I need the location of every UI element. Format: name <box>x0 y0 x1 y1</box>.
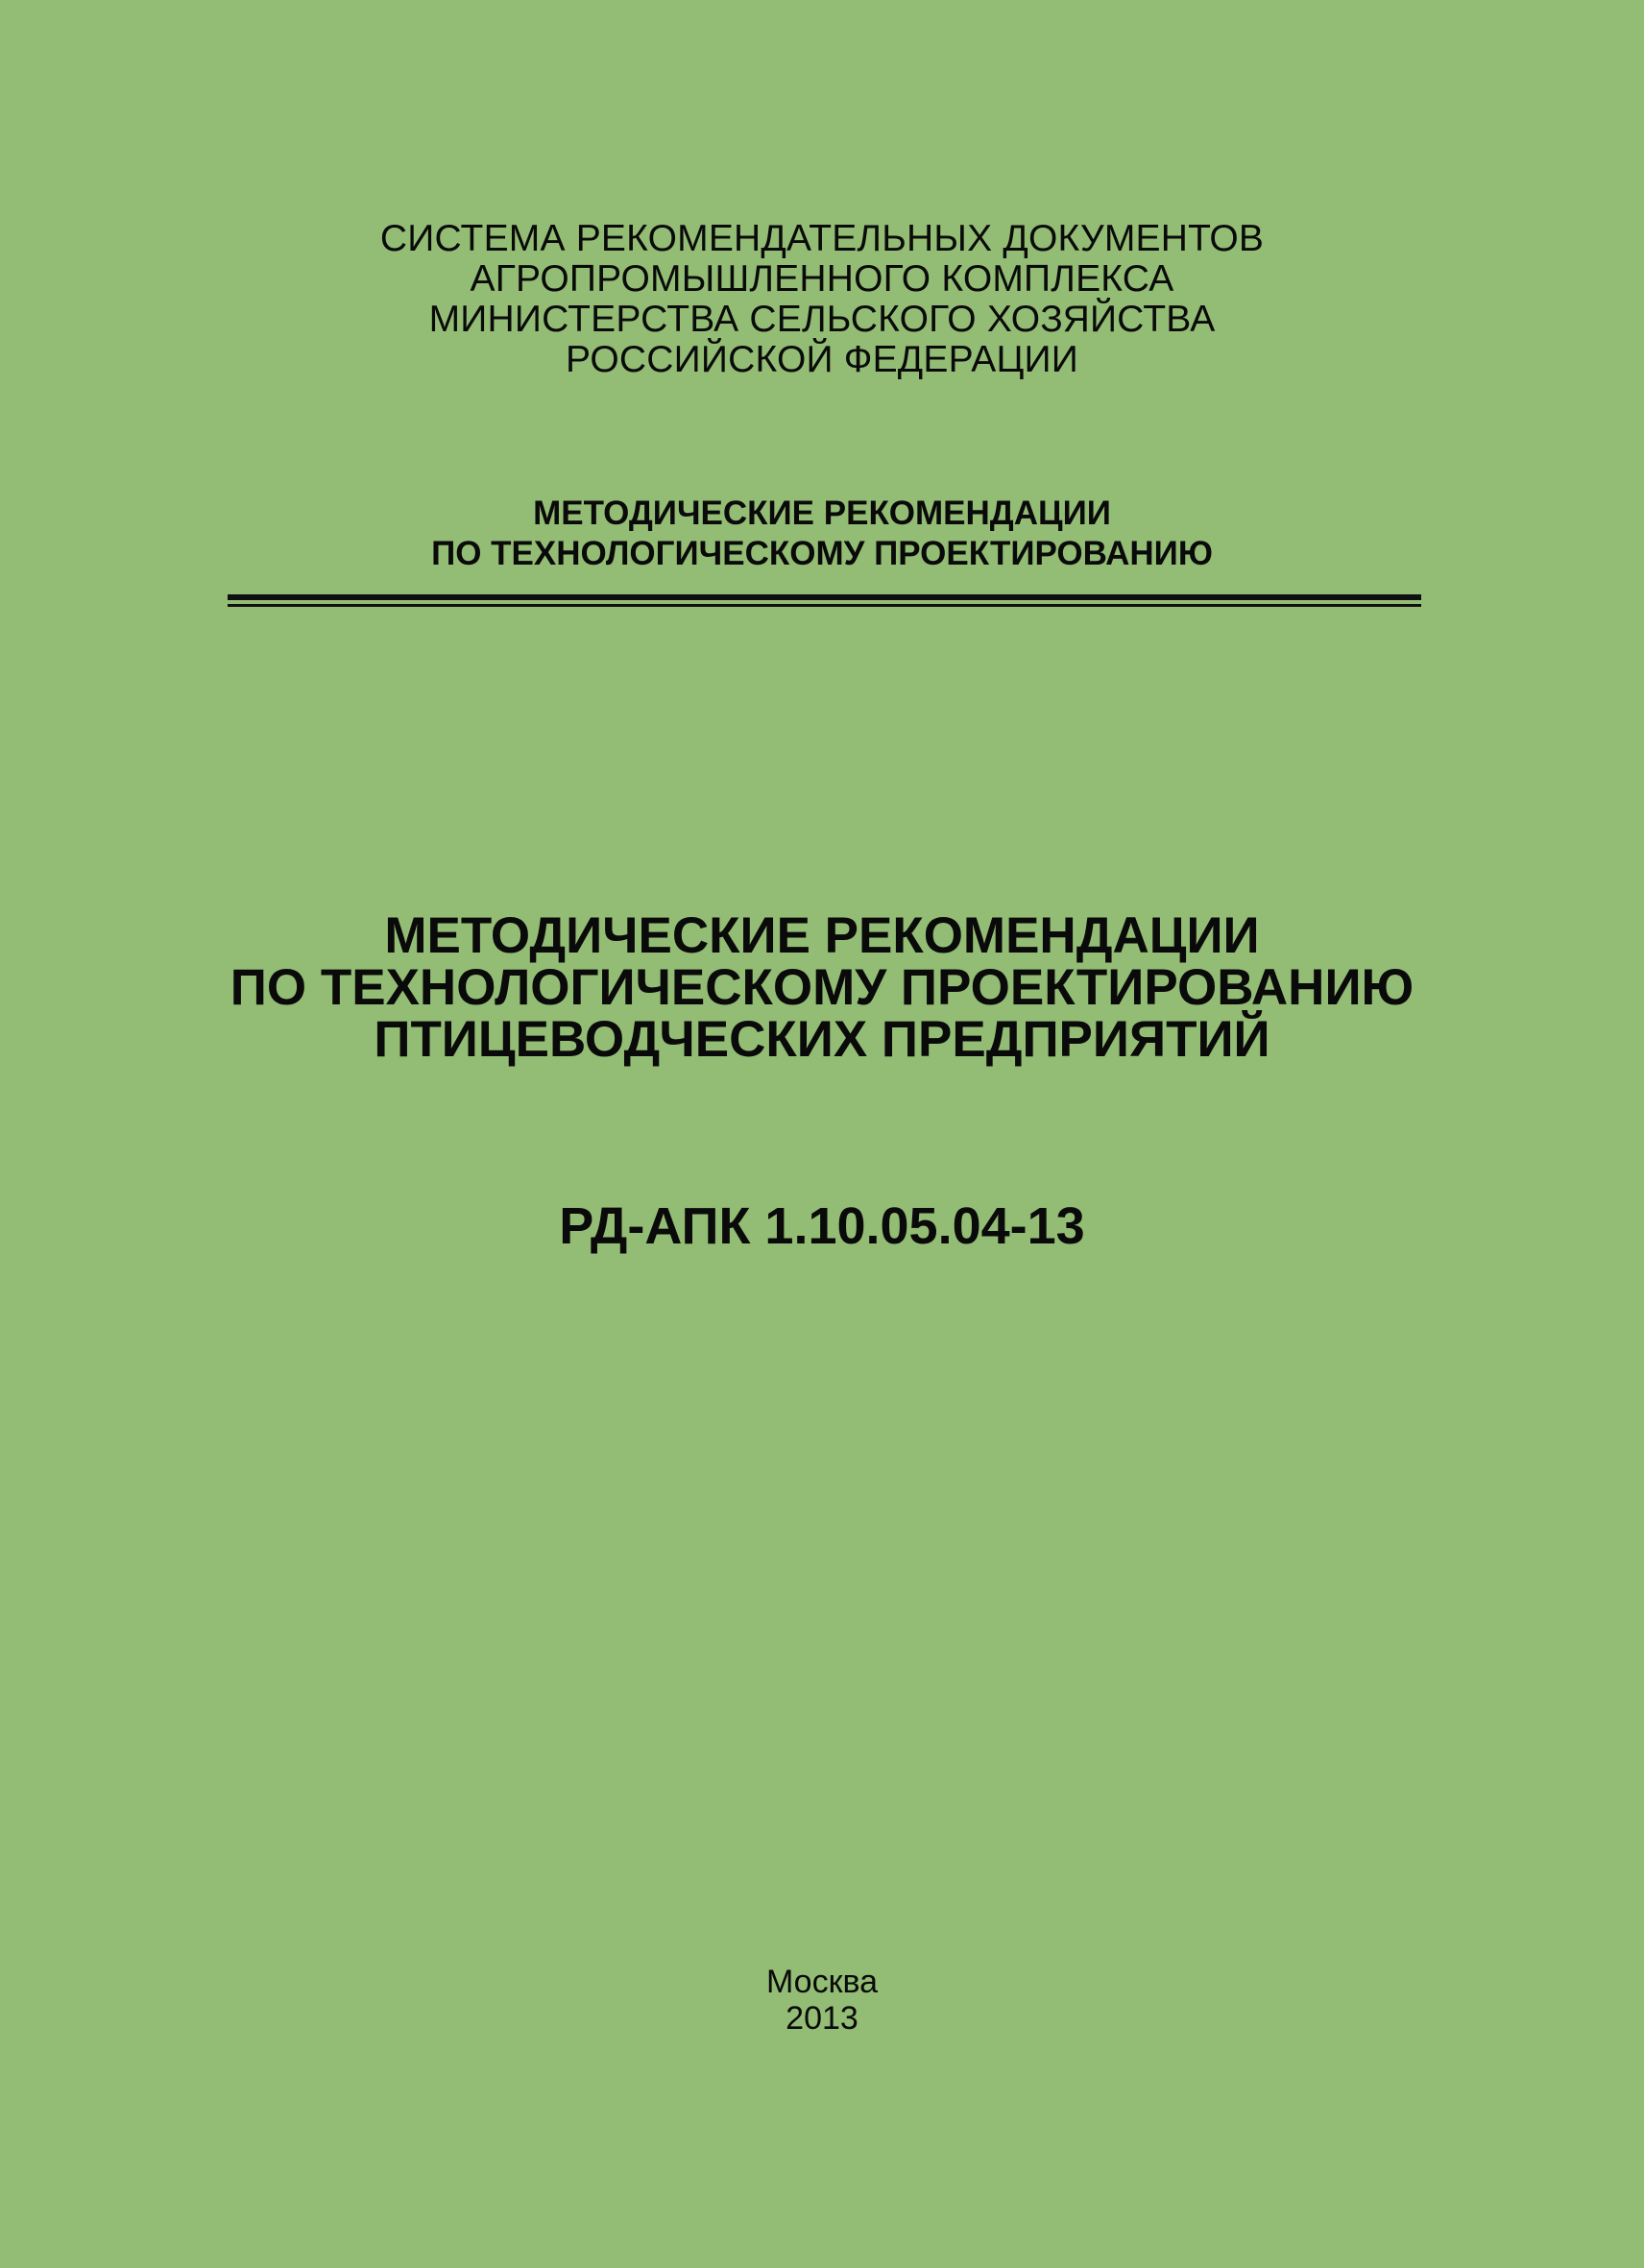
imprint-year: 2013 <box>786 2000 858 2037</box>
header-line-3: МИНИСТЕРСТВА СЕЛЬСКОГО ХОЗЯЙСТВА <box>428 299 1216 340</box>
document-title <box>0 907 1644 1068</box>
series-line-1: МЕТОДИЧЕСКИЕ РЕКОМЕНДАЦИИ <box>533 495 1111 532</box>
divider-thick-line <box>228 594 1421 600</box>
imprint-city: Москва <box>765 1964 879 2000</box>
document-code: РД-АПК 1.10.05.04-13 <box>559 1197 1085 1255</box>
ministry-header <box>0 219 1644 380</box>
header-line-2: АГРОПРОМЫШЛЕННОГО КОМПЛЕКСА <box>470 258 1174 300</box>
title-line-1: МЕТОДИЧЕСКИЕ РЕКОМЕНДАЦИИ <box>384 907 1260 964</box>
title-line-2: ПО ТЕХНОЛОГИЧЕСКОМУ ПРОЕКТИРОВАНИЮ <box>230 959 1414 1016</box>
imprint <box>0 1964 1644 2037</box>
series-line-2: ПО ТЕХНОЛОГИЧЕСКОМУ ПРОЕКТИРОВАНИЮ <box>431 535 1213 572</box>
double-rule-divider <box>228 594 1421 608</box>
header-line-4: РОССИЙСКОЙ ФЕДЕРАЦИИ <box>566 339 1078 380</box>
series-title <box>0 494 1644 574</box>
header-line-1: СИСТЕМА РЕКОМЕНДАТЕЛЬНЫХ ДОКУМЕНТОВ <box>379 218 1265 259</box>
divider-thin-line <box>228 604 1421 607</box>
title-line-3: ПТИЦЕВОДЧЕСКИХ ПРЕДПРИЯТИЙ <box>374 1011 1270 1068</box>
